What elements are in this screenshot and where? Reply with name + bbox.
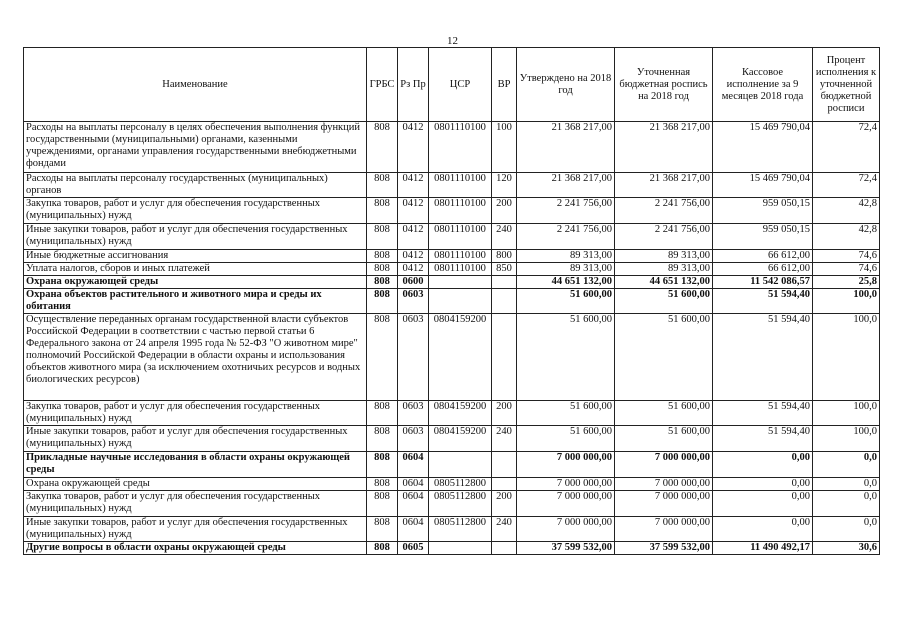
row-approved: 89 313,00: [517, 263, 615, 276]
row-vr: [492, 289, 517, 314]
row-grbs: 808: [367, 250, 398, 263]
row-name: Закупка товаров, работ и услуг для обеспечения государственных (муниципальных) нужд: [24, 401, 367, 426]
row-csr: 0801110100: [429, 263, 492, 276]
table-row: [24, 491, 880, 517]
row-rzpr: 0600: [398, 276, 429, 289]
row-grbs: 808: [367, 198, 398, 224]
row-refined: 21 368 217,00: [615, 122, 713, 173]
row-vr: [492, 276, 517, 289]
row-name: Осуществление переданных органам государственной власти субъектов Российской Федерации в соответствии с частью первой статьи 6 Федерального закона от 24 апреля 1995 года № 52-ФЗ "О животном мире" полномочий Российской Федерации в области охраны и использования объектов животного мира (за исключением охотничьих ресурсов и водных биологических ресурсов): [24, 314, 367, 401]
row-refined: 44 651 132,00: [615, 276, 713, 289]
row-name: Иные закупки товаров, работ и услуг для обеспечения государственных (муниципальных) нужд: [24, 517, 367, 542]
row-approved: 51 600,00: [517, 426, 615, 452]
table-row: [24, 517, 880, 542]
row-vr: 240: [492, 224, 517, 250]
row-refined: 7 000 000,00: [615, 478, 713, 491]
row-rzpr: 0604: [398, 478, 429, 491]
row-name: Уплата налогов, сборов и иных платежей: [24, 263, 367, 276]
row-vr: 240: [492, 517, 517, 542]
header-percent: Процент исполнения к уточненной бюджетной росписи: [813, 48, 880, 122]
header-cash: Кассовое исполнение за 9 месяцев 2018 года: [713, 48, 813, 122]
table-row: [24, 401, 880, 426]
row-percent: 25,8: [813, 276, 880, 289]
row-cash: 11 542 086,57: [713, 276, 813, 289]
table-row: [24, 224, 880, 250]
row-approved: 51 600,00: [517, 289, 615, 314]
row-approved: 2 241 756,00: [517, 224, 615, 250]
row-refined: 2 241 756,00: [615, 198, 713, 224]
row-name: Иные бюджетные ассигнования: [24, 250, 367, 263]
row-approved: 2 241 756,00: [517, 198, 615, 224]
row-cash: 51 594,40: [713, 401, 813, 426]
row-rzpr: 0604: [398, 491, 429, 517]
row-csr: 0804159200: [429, 401, 492, 426]
row-cash: 15 469 790,04: [713, 122, 813, 173]
header-vr: ВР: [492, 48, 517, 122]
row-csr: [429, 452, 492, 478]
row-vr: 200: [492, 401, 517, 426]
row-approved: 89 313,00: [517, 250, 615, 263]
header-csr: ЦСР: [429, 48, 492, 122]
row-grbs: 808: [367, 478, 398, 491]
row-cash: 51 594,40: [713, 314, 813, 401]
header-refined: Уточненная бюджетная роспись на 2018 год: [615, 48, 713, 122]
row-cash: 66 612,00: [713, 250, 813, 263]
row-cash: 0,00: [713, 452, 813, 478]
row-csr: 0801110100: [429, 224, 492, 250]
row-vr: 100: [492, 122, 517, 173]
row-name: Расходы на выплаты персоналу государственных (муниципальных) органов: [24, 173, 367, 198]
row-vr: [492, 478, 517, 491]
row-cash: 0,00: [713, 478, 813, 491]
row-cash: 11 490 492,17: [713, 542, 813, 555]
row-rzpr: 0412: [398, 198, 429, 224]
row-vr: 120: [492, 173, 517, 198]
row-approved: 21 368 217,00: [517, 173, 615, 198]
row-approved: 37 599 532,00: [517, 542, 615, 555]
row-name: Охрана окружающей среды: [24, 276, 367, 289]
row-cash: 15 469 790,04: [713, 173, 813, 198]
row-rzpr: 0603: [398, 289, 429, 314]
row-refined: 51 600,00: [615, 289, 713, 314]
row-cash: 959 050,15: [713, 224, 813, 250]
row-cash: 0,00: [713, 517, 813, 542]
row-vr: 850: [492, 263, 517, 276]
row-csr: 0804159200: [429, 426, 492, 452]
row-percent: 42,8: [813, 198, 880, 224]
row-csr: 0804159200: [429, 314, 492, 401]
row-vr: 240: [492, 426, 517, 452]
row-name: Прикладные научные исследования в области охраны окружающей среды: [24, 452, 367, 478]
row-approved: 7 000 000,00: [517, 517, 615, 542]
row-vr: [492, 542, 517, 555]
row-csr: 0805112800: [429, 478, 492, 491]
row-refined: 21 368 217,00: [615, 173, 713, 198]
table-row: [24, 173, 880, 198]
row-name: Охрана окружающей среды: [24, 478, 367, 491]
row-rzpr: 0603: [398, 426, 429, 452]
row-percent: 74,6: [813, 250, 880, 263]
table-row: [24, 276, 880, 289]
row-grbs: 808: [367, 491, 398, 517]
row-refined: 7 000 000,00: [615, 517, 713, 542]
row-approved: 51 600,00: [517, 314, 615, 401]
row-name: Закупка товаров, работ и услуг для обеспечения государственных (муниципальных) нужд: [24, 491, 367, 517]
row-percent: 100,0: [813, 426, 880, 452]
row-approved: 7 000 000,00: [517, 478, 615, 491]
row-grbs: 808: [367, 314, 398, 401]
row-rzpr: 0412: [398, 122, 429, 173]
table-row: [24, 314, 880, 401]
row-vr: 800: [492, 250, 517, 263]
row-csr: [429, 289, 492, 314]
row-csr: 0801110100: [429, 250, 492, 263]
row-csr: [429, 542, 492, 555]
row-percent: 0,0: [813, 478, 880, 491]
row-refined: 89 313,00: [615, 250, 713, 263]
row-cash: 0,00: [713, 491, 813, 517]
row-vr: 200: [492, 198, 517, 224]
row-vr: 200: [492, 491, 517, 517]
table-row: [24, 426, 880, 452]
row-percent: 0,0: [813, 491, 880, 517]
row-refined: 51 600,00: [615, 426, 713, 452]
row-vr: [492, 452, 517, 478]
row-grbs: 808: [367, 452, 398, 478]
row-percent: 100,0: [813, 401, 880, 426]
row-name: Закупка товаров, работ и услуг для обеспечения государственных (муниципальных) нужд: [24, 198, 367, 224]
row-approved: 21 368 217,00: [517, 122, 615, 173]
row-refined: 7 000 000,00: [615, 452, 713, 478]
table-row: [24, 542, 880, 555]
row-csr: 0805112800: [429, 491, 492, 517]
table-row: [24, 250, 880, 263]
table-row: [24, 198, 880, 224]
row-percent: 0,0: [813, 452, 880, 478]
header-rzpr: Рз Пр: [398, 48, 429, 122]
row-percent: 100,0: [813, 314, 880, 401]
row-percent: 74,6: [813, 263, 880, 276]
table-row: [24, 478, 880, 491]
row-grbs: 808: [367, 426, 398, 452]
row-csr: 0801110100: [429, 122, 492, 173]
row-grbs: 808: [367, 276, 398, 289]
row-refined: 51 600,00: [615, 314, 713, 401]
row-grbs: 808: [367, 173, 398, 198]
row-csr: 0801110100: [429, 173, 492, 198]
row-name: Иные закупки товаров, работ и услуг для обеспечения государственных (муниципальных) нужд: [24, 224, 367, 250]
row-grbs: 808: [367, 401, 398, 426]
row-rzpr: 0603: [398, 401, 429, 426]
row-refined: 89 313,00: [615, 263, 713, 276]
header-grbs: ГРБС: [367, 48, 398, 122]
row-approved: 7 000 000,00: [517, 491, 615, 517]
row-refined: 2 241 756,00: [615, 224, 713, 250]
row-csr: 0805112800: [429, 517, 492, 542]
row-percent: 72,4: [813, 122, 880, 173]
row-percent: 42,8: [813, 224, 880, 250]
row-refined: 37 599 532,00: [615, 542, 713, 555]
row-rzpr: 0604: [398, 452, 429, 478]
row-name: Охрана объектов растительного и животного мира и среды их обитания: [24, 289, 367, 314]
table-row: [24, 263, 880, 276]
header-approved: Утверждено на 2018 год: [517, 48, 615, 122]
row-name: Другие вопросы в области охраны окружающей среды: [24, 542, 367, 555]
row-refined: 51 600,00: [615, 401, 713, 426]
row-name: Иные закупки товаров, работ и услуг для обеспечения государственных (муниципальных) нужд: [24, 426, 367, 452]
row-cash: 959 050,15: [713, 198, 813, 224]
row-rzpr: 0412: [398, 173, 429, 198]
table-row: [24, 122, 880, 173]
row-refined: 7 000 000,00: [615, 491, 713, 517]
budget-table: [23, 47, 880, 555]
row-grbs: 808: [367, 542, 398, 555]
table-row: [24, 289, 880, 314]
row-rzpr: 0604: [398, 517, 429, 542]
row-cash: 66 612,00: [713, 263, 813, 276]
row-grbs: 808: [367, 122, 398, 173]
row-grbs: 808: [367, 517, 398, 542]
row-csr: [429, 276, 492, 289]
row-rzpr: 0412: [398, 224, 429, 250]
row-name: Расходы на выплаты персоналу в целях обеспечения выполнения функций государственными (муниципальными) органами, казенными учреждениями, органами управления государственными внебюджетными фондами: [24, 122, 367, 173]
row-rzpr: 0603: [398, 314, 429, 401]
row-cash: 51 594,40: [713, 289, 813, 314]
row-percent: 0,0: [813, 517, 880, 542]
row-grbs: 808: [367, 289, 398, 314]
row-rzpr: 0412: [398, 263, 429, 276]
row-approved: 7 000 000,00: [517, 452, 615, 478]
header-name: Наименование: [24, 48, 367, 122]
row-grbs: 808: [367, 263, 398, 276]
row-percent: 72,4: [813, 173, 880, 198]
row-percent: 100,0: [813, 289, 880, 314]
row-approved: 51 600,00: [517, 401, 615, 426]
row-percent: 30,6: [813, 542, 880, 555]
row-grbs: 808: [367, 224, 398, 250]
row-rzpr: 0412: [398, 250, 429, 263]
row-approved: 44 651 132,00: [517, 276, 615, 289]
row-csr: 0801110100: [429, 198, 492, 224]
row-rzpr: 0605: [398, 542, 429, 555]
row-vr: [492, 314, 517, 401]
row-cash: 51 594,40: [713, 426, 813, 452]
table-row: [24, 452, 880, 478]
header-row: [24, 48, 880, 122]
page-number: 12: [447, 35, 458, 47]
